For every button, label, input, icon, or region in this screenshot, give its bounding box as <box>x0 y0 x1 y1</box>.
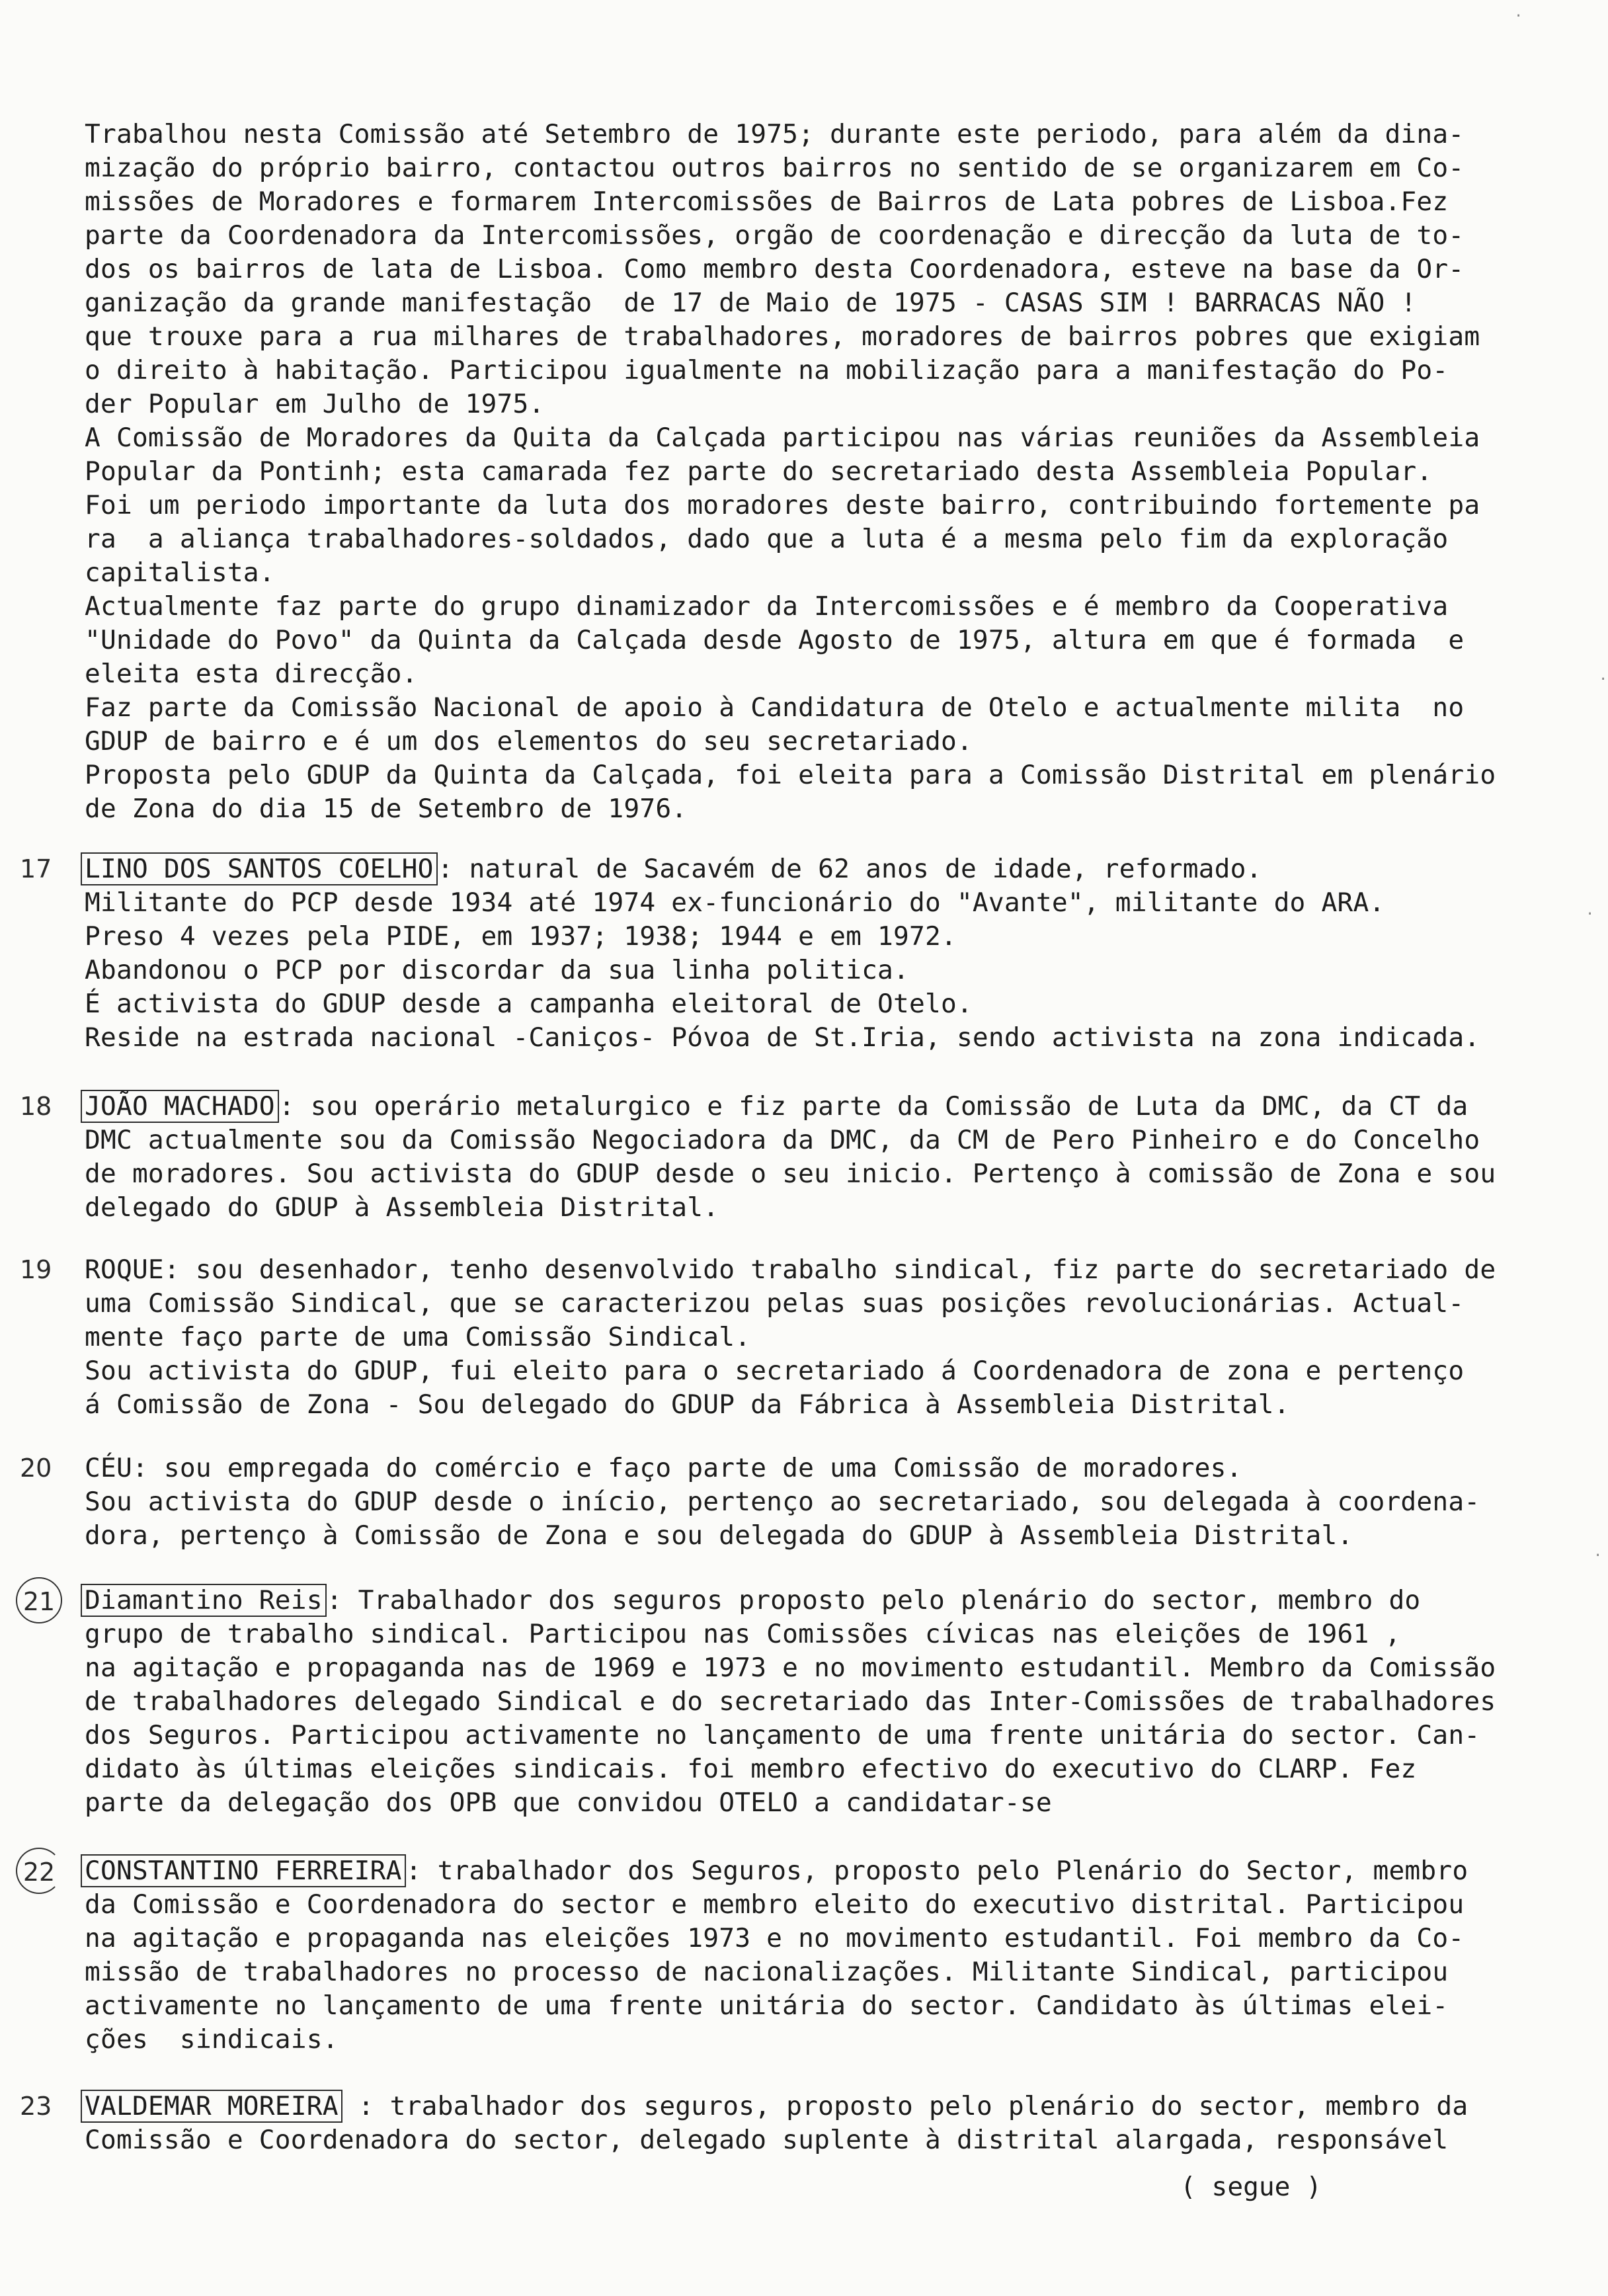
text-line: eleita esta direcção. <box>85 659 418 689</box>
scan-speck: · <box>1599 671 1608 688</box>
text-line: Trabalhou nesta Comissão até Setembro de 1975; durante este periodo, para além da dina- <box>85 119 1465 149</box>
text-line: na agitação e propaganda nas eleições 1973 e no movimento estudantil. Foi membro da Co- <box>85 1923 1465 1953</box>
text-line: "Unidade do Povo" da Quinta da Calçada desde Agosto de 1975, altura em que é formada e <box>85 625 1465 655</box>
entry-intro-text: : Trabalhador dos seguros proposto pelo plenário do sector, membro do <box>326 1585 1421 1616</box>
text-line: Sou activista do GDUP desde o início, pertenço ao secretariado, sou delegada à coordena- <box>85 1487 1480 1517</box>
text-line: delegado do GDUP à Assembleia Distrital. <box>85 1192 719 1223</box>
text-line: ganização da grande manifestação de 17 de Maio de 1975 - CASAS SIM ! BARRACAS NÃO ! <box>85 288 1417 318</box>
text-line: É activista do GDUP desde a campanha eleitoral de Otelo. <box>85 989 973 1019</box>
continuation-note: ( segue ) <box>1180 2172 1322 2202</box>
text-line: activamente no lançamento de uma frente unitária do sector. Candidato às últimas elei- <box>85 1990 1449 2021</box>
candidate-entry-22 <box>22 1854 1559 2057</box>
text-line: de Zona do dia 15 de Setembro de 1976. <box>85 794 688 824</box>
text-line: ções sindicais. <box>85 2024 339 2055</box>
entry-heading-line: CÉU: sou empregada do comércio e faço parte de uma Comissão de moradores. <box>85 1453 1242 1483</box>
entry-intro-text: : sou operário metalurgico e fiz parte da Comissão de Luta da DMC, da CT da <box>278 1091 1468 1122</box>
entry-number: 18 <box>20 1092 52 1121</box>
candidate-entry-18 <box>20 1090 1559 1225</box>
text-line: Preso 4 vezes pela PIDE, em 1937; 1938; 1944 e em 1972. <box>85 921 957 952</box>
intro-paragraph <box>85 118 1559 826</box>
text-line: Proposta pelo GDUP da Quinta da Calçada, foi eleita para a Comissão Distrital em plenário <box>85 760 1496 790</box>
text-line: ra a aliança trabalhadores-soldados, dado que a luta é a mesma pelo fim da exploração <box>85 524 1449 554</box>
entry-intro-text: : natural de Sacavém de 62 anos de idade, reformado. <box>437 854 1262 884</box>
text-line: grupo de trabalho sindical. Participou nas Comissões cívicas nas eleições de 1961 , <box>85 1619 1401 1649</box>
text-line: mização do próprio bairro, contactou outros bairros no sentido de se organizarem em Co- <box>85 153 1465 183</box>
candidate-entry-23 <box>20 2090 1559 2157</box>
candidate-name-box: CONSTANTINO FERREIRA <box>81 1854 406 1887</box>
entry-intro-text: : trabalhador dos Seguros, proposto pelo Plenário do Sector, membro <box>405 1856 1468 1886</box>
text-line: missão de trabalhadores no processo de nacionalizações. Militante Sindical, participou <box>85 1957 1449 1987</box>
text-line: A Comissão de Moradores da Quita da Calçada participou nas várias reuniões da Assembleia <box>85 423 1480 453</box>
entry-heading-line <box>85 1090 1559 1124</box>
candidate-entry-17 <box>20 852 1559 1055</box>
text-line: á Comissão de Zona - Sou delegado do GDUP da Fábrica à Assembleia Distrital. <box>85 1389 1290 1420</box>
candidate-name-box: Diamantino Reis <box>81 1584 327 1617</box>
text-line: missões de Moradores e formarem Intercomissões de Bairros de Lata pobres de Lisboa.Fez <box>85 186 1449 217</box>
text-line: Actualmente faz parte do grupo dinamizador da Intercomissões e é membro da Cooperativa <box>85 591 1449 622</box>
entry-number: 17 <box>20 854 52 883</box>
text-line: capitalista. <box>85 557 275 588</box>
text-line: mente faço parte de uma Comissão Sindical. <box>85 1322 751 1352</box>
candidate-name-box: VALDEMAR MOREIRA <box>81 2090 342 2123</box>
text-line: Sou activista do GDUP, fui eleito para o secretariado á Coordenadora de zona e pertenço <box>85 1356 1465 1386</box>
text-line: Foi um periodo importante da luta dos moradores deste bairro, contribuindo fortemente pa <box>85 490 1480 520</box>
text-line: Faz parte da Comissão Nacional de apoio à Candidatura de Otelo e actualmente milita no <box>85 692 1465 723</box>
scan-speck: · <box>1586 906 1595 922</box>
scan-speck: · <box>1514 8 1523 24</box>
candidate-name-box: JOÃO MACHADO <box>81 1090 279 1123</box>
circled-entry-number: 21 <box>16 1577 62 1623</box>
text-line: de trabalhadores delegado Sindical e do secretariado das Inter-Comissões de trabalhadores <box>85 1686 1496 1717</box>
text-line: de moradores. Sou activista do GDUP desde o seu inicio. Pertenço à comissão de Zona e sou <box>85 1159 1496 1189</box>
text-line: didato às últimas eleições sindicais. foi membro efectivo do executivo do CLARP. Fez <box>85 1754 1417 1784</box>
circled-entry-number: 22 <box>16 1848 62 1894</box>
candidate-entry-20 <box>20 1452 1559 1553</box>
text-line: dos Seguros. Participou activamente no lançamento de uma frente unitária do sector. Can- <box>85 1720 1480 1750</box>
text-line: GDUP de bairro e é um dos elementos do seu secretariado. <box>85 726 973 757</box>
entry-heading-line <box>85 1854 1559 1888</box>
text-line: Abandonou o PCP por discordar da sua linha politica. <box>85 955 910 985</box>
text-line: Reside na estrada nacional -Caniços- Póvoa de St.Iria, sendo activista na zona indicada. <box>85 1022 1480 1053</box>
text-line: Popular da Pontinh; esta camarada fez parte do secretariado desta Assembleia Popular. <box>85 456 1433 487</box>
text-line: que trouxe para a rua milhares de trabalhadores, moradores de bairros pobres que exigiam <box>85 321 1480 352</box>
text-line: Comissão e Coordenadora do sector, delegado suplente à distrital alargada, responsável <box>85 2125 1449 2155</box>
text-line: dos os bairros de lata de Lisboa. Como membro desta Coordenadora, esteve na base da Or- <box>85 254 1465 284</box>
entry-heading-line: ROQUE: sou desenhador, tenho desenvolvido trabalho sindical, fiz parte do secretariado de <box>85 1254 1496 1285</box>
text-line: da Comissão e Coordenadora do sector e membro eleito do executivo distrital. Participou <box>85 1889 1465 1920</box>
entry-heading-line <box>85 1584 1559 1618</box>
entry-number: 23 <box>20 2092 52 2121</box>
text-line: dora, pertenço à Comissão de Zona e sou delegada do GDUP à Assembleia Distrital. <box>85 1520 1353 1551</box>
candidate-entry-21 <box>22 1584 1559 1820</box>
text-line: DMC actualmente sou da Comissão Negociadora da DMC, da CM de Pero Pinheiro e do Concelho <box>85 1125 1480 1155</box>
text-line: o direito à habitação. Participou igualmente na mobilização para a manifestação do Po- <box>85 355 1449 386</box>
text-line: Militante do PCP desde 1934 até 1974 ex-funcionário do "Avante", militante do ARA. <box>85 887 1385 918</box>
text-line: parte da Coordenadora da Intercomissões, orgão de coordenação e direcção da luta de to- <box>85 220 1465 251</box>
candidate-entry-19 <box>20 1253 1559 1422</box>
text-line: der Popular em Julho de 1975. <box>85 389 545 419</box>
entry-intro-text: : trabalhador dos seguros, proposto pelo plenário do sector, membro da <box>342 2091 1468 2121</box>
candidate-name-box: LINO DOS SANTOS COELHO <box>81 852 438 885</box>
text-line: na agitação e propaganda nas de 1969 e 1973 e no movimento estudantil. Membro da Comissão <box>85 1653 1496 1683</box>
entry-heading-line <box>85 2090 1559 2123</box>
entry-number: 19 <box>20 1255 52 1284</box>
entry-heading-line <box>85 852 1559 886</box>
entry-number: 20 <box>20 1454 52 1483</box>
text-line: parte da delegação dos OPB que convidou OTELO a candidatar-se <box>85 1787 1052 1818</box>
scan-speck: · <box>1593 1547 1603 1564</box>
text-line: uma Comissão Sindical, que se caracterizou pelas suas posições revolucionárias. Actual- <box>85 1288 1465 1319</box>
